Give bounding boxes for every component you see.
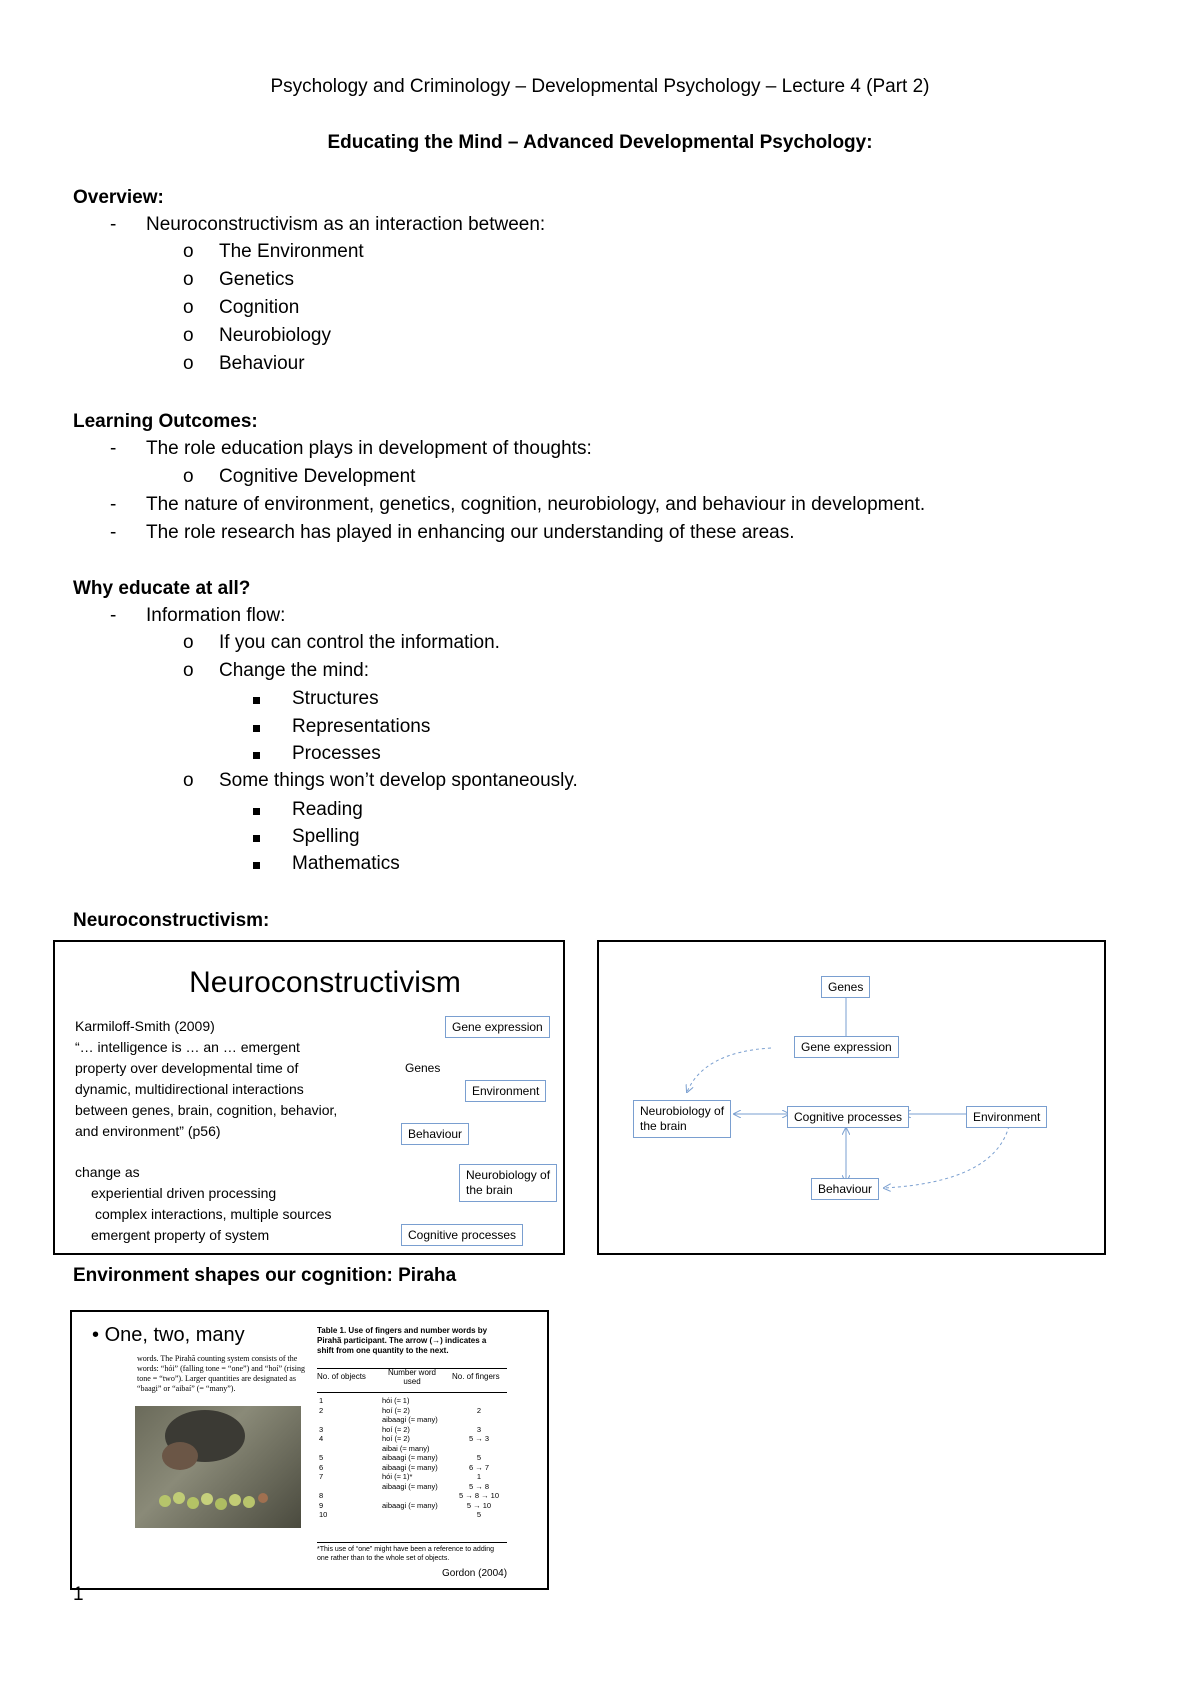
square-bullet bbox=[253, 853, 260, 875]
slide-words-text: words. The Pirahã counting system consists of the words: “hói” (falling tone = “one”) and “hoí” (rising tone = “two”). Larger quantities are designated as “baagi” or “aibaí” (= “many”). bbox=[137, 1354, 306, 1393]
table-cell bbox=[319, 1415, 327, 1425]
square-bullet bbox=[253, 743, 260, 765]
slide-bullet: • One, two, many bbox=[92, 1324, 245, 1346]
outcome-item: The role education plays in development of thoughts: bbox=[146, 438, 592, 459]
why-subsubitem: Processes bbox=[292, 743, 381, 764]
square-bullet bbox=[253, 799, 260, 821]
label-genes: Genes bbox=[405, 1061, 441, 1075]
table-cell: 5 → 8 → 10 bbox=[458, 1491, 500, 1500]
diagram-genes: Genes bbox=[821, 976, 870, 998]
circle-bullet: o bbox=[183, 297, 194, 318]
table-cell bbox=[454, 1444, 504, 1454]
table-cell bbox=[454, 1396, 504, 1406]
overview-item: Behaviour bbox=[219, 353, 305, 374]
neuro-diagram bbox=[597, 940, 1106, 1255]
diagram-behaviour: Behaviour bbox=[811, 1178, 879, 1200]
why-subsubitem: Representations bbox=[292, 716, 431, 737]
table-cell: 5 bbox=[476, 1453, 482, 1462]
overview-item: The Environment bbox=[219, 241, 364, 262]
piraha-heading: Environment shapes our cognition: Piraha bbox=[73, 1265, 457, 1286]
dash-bullet: - bbox=[110, 214, 117, 235]
box-behaviour: Behaviour bbox=[401, 1123, 469, 1145]
slide-line: emergent property of system bbox=[91, 1227, 270, 1243]
slide-line: experiential driven processing bbox=[91, 1185, 277, 1201]
table-cell bbox=[319, 1482, 327, 1492]
overview-item: Neurobiology bbox=[219, 325, 331, 346]
box-line: Neurobiology of bbox=[640, 1104, 725, 1118]
table-cell: hói (≈ 1)* bbox=[382, 1472, 413, 1481]
photo-illustration bbox=[135, 1406, 301, 1528]
overview-item: Genetics bbox=[219, 269, 294, 290]
table-cell: 2 bbox=[476, 1405, 482, 1415]
box-line: the brain bbox=[466, 1183, 513, 1197]
table-header-words: Number word used bbox=[387, 1368, 436, 1386]
table-cell: 5 → 3 bbox=[468, 1434, 489, 1443]
why-subsubitem: Reading bbox=[292, 799, 363, 820]
dash-bullet: - bbox=[110, 494, 117, 515]
table-cell: 3 bbox=[476, 1424, 482, 1434]
arrow-expression-to-brain bbox=[687, 1048, 771, 1092]
circle-bullet: o bbox=[183, 632, 194, 653]
box-environment: Environment bbox=[465, 1080, 546, 1102]
neuro-heading: Neuroconstructivism: bbox=[73, 910, 270, 931]
page-number: 1 bbox=[73, 1584, 84, 1605]
table-cell: 3 bbox=[319, 1424, 324, 1434]
table-cell: aibaagi (≈ many) bbox=[382, 1481, 438, 1491]
diagram-neurobiology bbox=[633, 1100, 731, 1138]
table-rule-bottom bbox=[317, 1542, 507, 1543]
table-cell: 7 bbox=[319, 1472, 324, 1481]
table-cell: aibaagi (≈ many) bbox=[382, 1500, 438, 1510]
table-cell bbox=[382, 1510, 438, 1520]
square-bullet bbox=[253, 716, 260, 738]
table-cell: 5 → 8 bbox=[468, 1481, 489, 1491]
piraha-photo bbox=[135, 1406, 301, 1528]
table-cell: hoí (≈ 2) bbox=[382, 1434, 410, 1443]
table-col-objects bbox=[319, 1396, 327, 1520]
document-title: Educating the Mind – Advanced Developmental Psychology: bbox=[327, 132, 873, 153]
table-cell: 1 bbox=[319, 1396, 324, 1405]
outcome-subitem: Cognitive Development bbox=[219, 466, 416, 487]
table-cell: 10 bbox=[319, 1510, 328, 1519]
why-item: Information flow: bbox=[146, 605, 286, 626]
piraha-slide bbox=[70, 1310, 549, 1590]
diagram-gene-expression: Gene expression bbox=[794, 1036, 899, 1058]
slide-line: and environment” (p56) bbox=[75, 1123, 221, 1139]
slide-line: property over developmental time of bbox=[75, 1060, 299, 1076]
outcome-item: The nature of environment, genetics, cognition, neurobiology, and behaviour in development. bbox=[146, 494, 926, 515]
circle-bullet: o bbox=[183, 241, 194, 262]
table-rule-mid bbox=[317, 1392, 507, 1393]
dash-bullet: - bbox=[110, 605, 117, 626]
table-header-fingers: No. of fingers bbox=[452, 1372, 500, 1381]
table-cell bbox=[454, 1415, 504, 1425]
table-cell: 9 bbox=[319, 1500, 324, 1510]
slide-change-list bbox=[75, 1162, 332, 1246]
slide-line: between genes, brain, cognition, behavior, bbox=[75, 1102, 338, 1118]
overview-intro: Neuroconstructivism as an interaction between: bbox=[146, 214, 546, 235]
box-line: Neurobiology of bbox=[466, 1168, 551, 1182]
table-cell: 1 bbox=[476, 1472, 482, 1481]
why-subitem: Some things won’t develop spontaneously. bbox=[219, 770, 578, 791]
table-cell: aibaagi (≈ many) bbox=[382, 1415, 438, 1424]
table-cell: 5 bbox=[319, 1453, 324, 1462]
table-cell: 5 → 10 bbox=[466, 1500, 492, 1510]
arrow-environment-to-behaviour bbox=[884, 1126, 1009, 1188]
table-cell: hói (≈ 1) bbox=[382, 1396, 410, 1405]
dash-bullet: - bbox=[110, 522, 117, 543]
table-footnote: *This use of “one” might have been a reference to adding one rather than to the whole set of objects. bbox=[317, 1546, 495, 1562]
diagram-cognitive-processes: Cognitive processes bbox=[787, 1106, 909, 1128]
table-cell: 8 bbox=[319, 1491, 324, 1500]
table-cell: 4 bbox=[319, 1434, 324, 1443]
square-bullet bbox=[253, 688, 260, 710]
circle-bullet: o bbox=[183, 770, 194, 791]
table-cell: hoí (≈ 2) bbox=[382, 1424, 410, 1434]
neuro-slide bbox=[53, 940, 565, 1255]
slide-citation: Gordon (2004) bbox=[442, 1568, 508, 1579]
slide-line: dynamic, multidirectional interactions bbox=[75, 1081, 304, 1097]
why-subsubitem: Mathematics bbox=[292, 853, 400, 874]
table-col-fingers bbox=[454, 1396, 504, 1520]
why-subitem: Change the mind: bbox=[219, 660, 369, 681]
table-cell: aibaagi (≈ many) bbox=[382, 1462, 438, 1472]
table-cell: aibai (≈ many) bbox=[382, 1443, 430, 1453]
table-header-objects: No. of objects bbox=[317, 1372, 366, 1381]
table-cell: 6 bbox=[319, 1462, 324, 1472]
table-cell: hoí (≈ 2) bbox=[382, 1405, 410, 1415]
box-gene-expression: Gene expression bbox=[445, 1016, 550, 1038]
slide-line: Karmiloff-Smith (2009) bbox=[75, 1018, 215, 1034]
slide-quote bbox=[75, 1016, 337, 1142]
box-neurobiology bbox=[459, 1164, 557, 1202]
box-cognitive-processes: Cognitive processes bbox=[401, 1224, 523, 1246]
why-subsubitem: Spelling bbox=[292, 826, 360, 847]
slide-line: change as bbox=[75, 1164, 140, 1180]
overview-item: Cognition bbox=[219, 297, 300, 318]
why-subitem: If you can control the information. bbox=[219, 632, 500, 653]
overview-heading: Overview: bbox=[73, 187, 164, 208]
table-cell: 2 bbox=[319, 1405, 324, 1415]
circle-bullet: o bbox=[183, 466, 194, 487]
circle-bullet: o bbox=[183, 353, 194, 374]
slide-line: complex interactions, multiple sources bbox=[95, 1206, 332, 1222]
table-cell bbox=[319, 1444, 327, 1454]
slide-line: “… intelligence is … an … emergent bbox=[75, 1039, 300, 1055]
table-cell bbox=[382, 1491, 438, 1501]
running-header: Psychology and Criminology – Developmental Psychology – Lecture 4 (Part 2) bbox=[270, 76, 930, 97]
box-line: the brain bbox=[640, 1119, 687, 1133]
slide-bullet-text: One, two, many bbox=[104, 1324, 245, 1346]
circle-bullet: o bbox=[183, 325, 194, 346]
why-subsubitem: Structures bbox=[292, 688, 379, 709]
outcome-item: The role research has played in enhancing our understanding of these areas. bbox=[146, 522, 795, 543]
diagram-environment: Environment bbox=[966, 1106, 1047, 1128]
table-cell: aibaagi (≈ many) bbox=[382, 1453, 438, 1462]
outcomes-heading: Learning Outcomes: bbox=[73, 411, 258, 432]
slide-title: Neuroconstructivism bbox=[189, 966, 461, 999]
table-cell: 6 → 7 bbox=[468, 1462, 489, 1472]
dash-bullet: - bbox=[110, 438, 117, 459]
circle-bullet: o bbox=[183, 660, 194, 681]
square-bullet bbox=[253, 826, 260, 848]
table-caption: Table 1. Use of fingers and number words by Pirahã participant. The arrow (→) indicates a shift from one quantity to the next. bbox=[317, 1326, 488, 1355]
why-heading: Why educate at all? bbox=[73, 578, 251, 599]
circle-bullet: o bbox=[183, 269, 194, 290]
table-col-words bbox=[382, 1396, 438, 1520]
table-cell: 5 bbox=[476, 1510, 482, 1519]
